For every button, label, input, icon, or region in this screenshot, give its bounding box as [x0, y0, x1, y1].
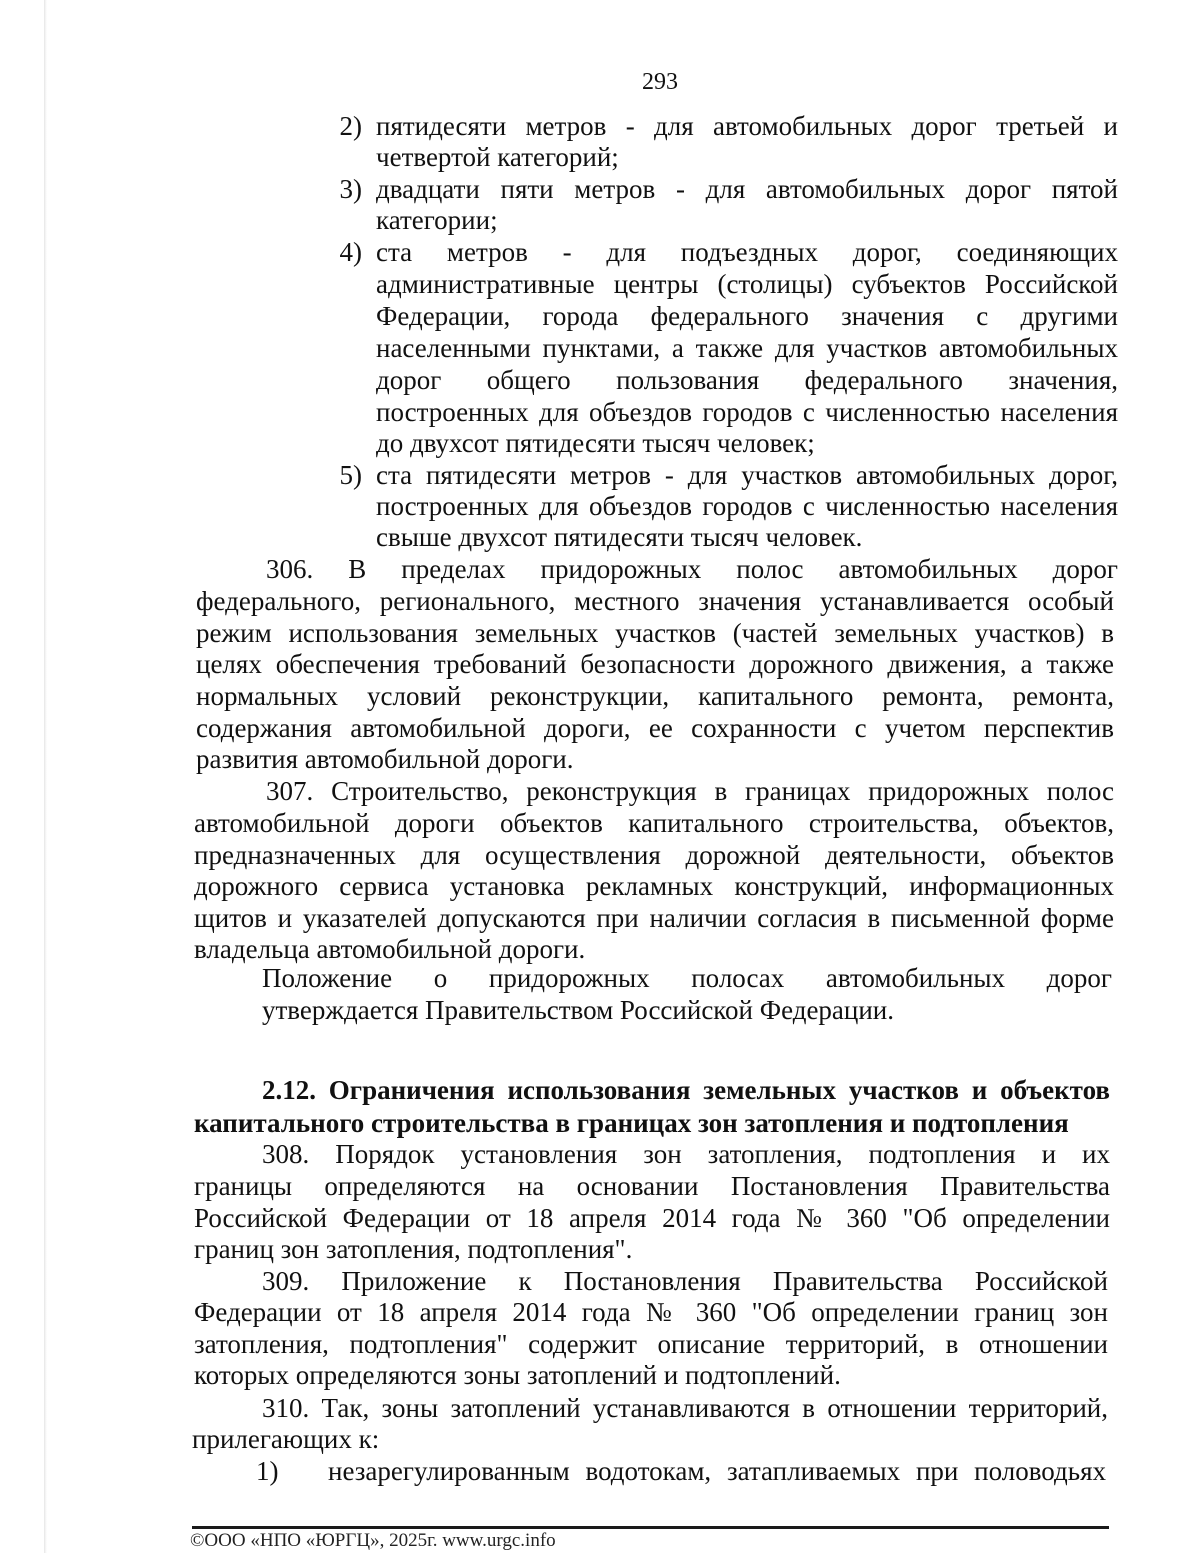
paragraph-306-line: федерального, регионального, местного значения устанавливается особый — [196, 586, 1114, 616]
paragraph-307-line: дорожного сервиса установка рекламных конструкций, информационных — [194, 871, 1114, 901]
list-item-line: дорог общего пользования федерального значения, — [376, 365, 1118, 395]
footer-rule — [192, 1526, 1109, 1529]
paragraph-307-line: предназначенных для осуществления дорожной деятельности, объектов — [194, 840, 1114, 870]
paragraph-307-line: автомобильной дороги объектов капитального строительства, объектов, — [194, 808, 1114, 838]
paragraph-306-line: целях обеспечения требований безопасности дорожного движения, а также — [196, 649, 1114, 679]
paragraph-306-line: нормальных условий реконструкции, капитального ремонта, ремонта, — [196, 681, 1114, 711]
list-item-line: категории; — [376, 205, 498, 235]
list-item-line: Федерации, города федерального значения с другими — [376, 301, 1118, 331]
paragraph-309-line: 309. Приложение к Постановления Правительства Российской — [262, 1266, 1108, 1296]
list-item-line: населенными пунктами, а также для участков автомобильных — [376, 333, 1118, 363]
paragraph-308-line: границ зон затопления, подтопления". — [194, 1234, 633, 1264]
list-item-line: четвертой категорий; — [376, 142, 619, 172]
paragraph-306-line: содержания автомобильной дороги, ее сохранности с учетом перспектив — [196, 713, 1114, 743]
list-item-line: пятидесяти метров - для автомобильных дорог третьей и — [376, 111, 1118, 141]
list-item-number: 3) — [339, 174, 362, 204]
list-item-line: двадцати пяти метров - для автомобильных дорог пятой — [376, 174, 1118, 204]
paragraph-309-line: Федерации от 18 апреля 2014 года № 360 "Об определении границ зон — [194, 1297, 1108, 1327]
paragraph-308-line: границы определяются на основании Постановления Правительства — [194, 1171, 1110, 1201]
paragraph-307-line: владельца автомобильной дороги. — [194, 934, 586, 964]
paragraph-310-line: прилегающих к: — [192, 1424, 380, 1454]
paragraph-306-line: 306. В пределах придорожных полос автомобильных дорог — [266, 554, 1118, 584]
list-item-line: до двухсот пятидесяти тысяч человек; — [376, 428, 815, 458]
scan-page-edge — [44, 0, 47, 1553]
list-item-line: ста метров - для подъездных дорог, соединяющих — [376, 237, 1118, 267]
list-item-line: свыше двухсот пятидесяти тысяч человек. — [376, 522, 863, 552]
list-item-line: ста пятидесяти метров - для участков автомобильных дорог, — [376, 460, 1118, 490]
list-item-line: построенных для объездов городов с численностью населения — [376, 491, 1118, 521]
list-item-number: 1) — [256, 1456, 279, 1486]
list-item-number: 4) — [339, 237, 362, 267]
page-number: 293 — [642, 69, 678, 95]
list-item-number: 5) — [339, 460, 362, 490]
paragraph-307-addendum-line: утверждается Правительством Российской Федерации. — [262, 995, 895, 1025]
paragraph-308-line: Российской Федерации от 18 апреля 2014 года № 360 "Об определении — [194, 1203, 1110, 1233]
list-item-number: 2) — [339, 111, 362, 141]
paragraph-309-line: затопления, подтопления" содержит описание территорий, в отношении — [194, 1329, 1108, 1359]
list-item-line: административные центры (столицы) субъектов Российской — [376, 269, 1118, 299]
list-item-line: незарегулированным водотокам, затапливаемых при половодьях — [328, 1456, 1106, 1486]
paragraph-308-line: 308. Порядок установления зон затопления, подтопления и их — [262, 1139, 1110, 1169]
paragraph-310-line: 310. Так, зоны затоплений устанавливаются в отношении территорий, — [262, 1393, 1108, 1423]
paragraph-306-line: развития автомобильной дороги. — [196, 744, 574, 774]
section-heading: 2.12. Ограничения использования земельных участков и объектов — [262, 1075, 1110, 1105]
footer-text: ©ООО «НПО «ЮРГЦ», 2025г. www.urgc.info — [190, 1530, 556, 1551]
paragraph-307-line: щитов и указателей допускаются при наличии согласия в письменной форме — [194, 903, 1114, 933]
section-heading: капитального строительства в границах зон затопления и подтопления — [194, 1108, 1069, 1138]
paragraph-309-line: которых определяются зоны затоплений и подтоплений. — [194, 1360, 841, 1390]
paragraph-306-line: режим использования земельных участков (частей земельных участков) в — [196, 618, 1114, 648]
paragraph-307-line: 307. Строительство, реконструкция в границах придорожных полос — [266, 776, 1114, 806]
paragraph-307-addendum-line: Положение о придорожных полосах автомобильных дорог — [262, 963, 1112, 993]
list-item-line: построенных для объездов городов с численностью населения — [376, 397, 1118, 427]
